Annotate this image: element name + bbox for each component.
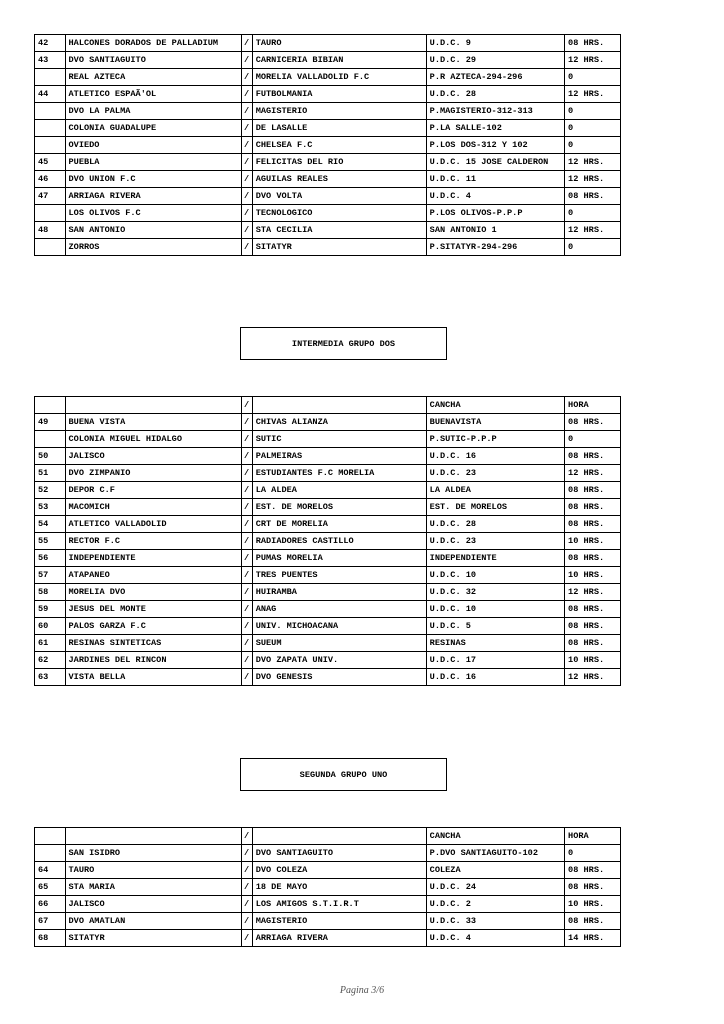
away-team-cell: SITATYR: [252, 239, 426, 256]
table-row: [35, 448, 621, 465]
time-cell: 08 HRS.: [565, 601, 621, 618]
match-number-cell: 62: [35, 652, 66, 669]
time-cell: 0: [565, 431, 621, 448]
match-number-cell: 66: [35, 896, 66, 913]
match-number-cell: 58: [35, 584, 66, 601]
home-team-cell: BUENA VISTA: [65, 414, 241, 431]
away-team-cell: HUIRAMBA: [252, 584, 426, 601]
separator-cell: /: [241, 205, 252, 222]
table-row: [35, 930, 621, 947]
time-cell: 0: [565, 845, 621, 862]
table-row: [35, 431, 621, 448]
time-cell: 08 HRS.: [565, 499, 621, 516]
table-body: [35, 35, 621, 256]
time-cell: 0: [565, 120, 621, 137]
home-team-cell: JARDINES DEL RINCON: [65, 652, 241, 669]
away-team-cell: SUTIC: [252, 431, 426, 448]
match-number-cell: 59: [35, 601, 66, 618]
table-row: [35, 567, 621, 584]
away-team-cell: ANAG: [252, 601, 426, 618]
match-number-cell: 43: [35, 52, 66, 69]
venue-cell: U.D.C. 9: [426, 35, 564, 52]
home-team-cell: ATAPANEO: [65, 567, 241, 584]
venue-cell: EST. DE MORELOS: [426, 499, 564, 516]
away-team-cell: DVO COLEZA: [252, 862, 426, 879]
venue-cell: U.D.C. 15 JOSE CALDERON: [426, 154, 564, 171]
away-team-cell: EST. DE MORELOS: [252, 499, 426, 516]
time-cell: 08 HRS.: [565, 516, 621, 533]
header-home-team-cell: [65, 397, 241, 414]
separator-cell: /: [241, 86, 252, 103]
table-row: [35, 465, 621, 482]
time-cell: 08 HRS.: [565, 550, 621, 567]
separator-cell: /: [241, 550, 252, 567]
separator-cell: /: [241, 862, 252, 879]
header-home-team-cell: [65, 828, 241, 845]
table-row: [35, 499, 621, 516]
match-number-cell: 67: [35, 913, 66, 930]
separator-cell: /: [241, 499, 252, 516]
time-cell: 12 HRS.: [565, 222, 621, 239]
table-row: [35, 120, 621, 137]
match-number-cell: 65: [35, 879, 66, 896]
away-team-cell: RADIADORES CASTILLO: [252, 533, 426, 550]
home-team-cell: STA MARIA: [65, 879, 241, 896]
separator-cell: /: [241, 431, 252, 448]
table-row: [35, 205, 621, 222]
header-match-number-cell: [35, 828, 66, 845]
separator-cell: /: [241, 103, 252, 120]
match-number-cell: 52: [35, 482, 66, 499]
venue-cell: U.D.C. 33: [426, 913, 564, 930]
venue-cell: U.D.C. 23: [426, 465, 564, 482]
venue-cell: U.D.C. 32: [426, 584, 564, 601]
table-row: [35, 154, 621, 171]
separator-cell: /: [241, 879, 252, 896]
away-team-cell: MAGISTERIO: [252, 103, 426, 120]
separator-cell: /: [241, 618, 252, 635]
venue-cell: P.LA SALLE-102: [426, 120, 564, 137]
table-row: [35, 171, 621, 188]
separator-cell: /: [241, 930, 252, 947]
home-team-cell: MACOMICH: [65, 499, 241, 516]
separator-cell: /: [241, 845, 252, 862]
table-row: [35, 913, 621, 930]
home-team-cell: JALISCO: [65, 448, 241, 465]
home-team-cell: HALCONES DORADOS DE PALLADIUM: [65, 35, 241, 52]
away-team-cell: LA ALDEA: [252, 482, 426, 499]
away-team-cell: CHELSEA F.C: [252, 137, 426, 154]
schedule-table-1: [34, 34, 621, 256]
home-team-cell: ARRIAGA RIVERA: [65, 188, 241, 205]
home-team-cell: DVO UNION F.C: [65, 171, 241, 188]
header-venue-cell: CANCHA: [426, 828, 564, 845]
table-row: [35, 222, 621, 239]
schedule-table-2: [34, 396, 621, 686]
home-team-cell: DVO ZIMPANIO: [65, 465, 241, 482]
table-row: [35, 618, 621, 635]
away-team-cell: STA CECILIA: [252, 222, 426, 239]
venue-cell: U.D.C. 5: [426, 618, 564, 635]
venue-cell: LA ALDEA: [426, 482, 564, 499]
time-cell: 08 HRS.: [565, 618, 621, 635]
venue-cell: U.D.C. 23: [426, 533, 564, 550]
away-team-cell: CHIVAS ALIANZA: [252, 414, 426, 431]
venue-cell: RESINAS: [426, 635, 564, 652]
home-team-cell: INDEPENDIENTE: [65, 550, 241, 567]
time-cell: 12 HRS.: [565, 86, 621, 103]
away-team-cell: PUMAS MORELIA: [252, 550, 426, 567]
table-row: [35, 652, 621, 669]
header-venue-cell: CANCHA: [426, 397, 564, 414]
venue-cell: P.MAGISTERIO-312-313: [426, 103, 564, 120]
table-row: [35, 52, 621, 69]
home-team-cell: SITATYR: [65, 930, 241, 947]
venue-cell: U.D.C. 24: [426, 879, 564, 896]
away-team-cell: ARRIAGA RIVERA: [252, 930, 426, 947]
away-team-cell: MAGISTERIO: [252, 913, 426, 930]
table-row: [35, 239, 621, 256]
away-team-cell: DVO SANTIAGUITO: [252, 845, 426, 862]
time-cell: 12 HRS.: [565, 584, 621, 601]
time-cell: 0: [565, 205, 621, 222]
separator-cell: /: [241, 239, 252, 256]
table-row: [35, 69, 621, 86]
home-team-cell: VISTA BELLA: [65, 669, 241, 686]
home-team-cell: LOS OLIVOS F.C: [65, 205, 241, 222]
group-title-segunda: SEGUNDA GRUPO UNO: [240, 758, 447, 791]
venue-cell: U.D.C. 17: [426, 652, 564, 669]
away-team-cell: CARNICERIA BIBIAN: [252, 52, 426, 69]
away-team-cell: LOS AMIGOS S.T.I.R.T: [252, 896, 426, 913]
match-number-cell: 54: [35, 516, 66, 533]
match-number-cell: 45: [35, 154, 66, 171]
venue-cell: P.LOS OLIVOS-P.P.P: [426, 205, 564, 222]
match-number-cell: 53: [35, 499, 66, 516]
page-number: Pagina 3/6: [339, 985, 385, 996]
home-team-cell: SAN ANTONIO: [65, 222, 241, 239]
separator-cell: /: [241, 154, 252, 171]
time-cell: 08 HRS.: [565, 188, 621, 205]
time-cell: 14 HRS.: [565, 930, 621, 947]
time-cell: 10 HRS.: [565, 533, 621, 550]
time-cell: 08 HRS.: [565, 414, 621, 431]
home-team-cell: DVO AMATLAN: [65, 913, 241, 930]
separator-cell: /: [241, 669, 252, 686]
away-team-cell: 18 DE MAYO: [252, 879, 426, 896]
home-team-cell: DEPOR C.F: [65, 482, 241, 499]
match-number-cell: [35, 431, 66, 448]
away-team-cell: MORELIA VALLADOLID F.C: [252, 69, 426, 86]
separator-cell: /: [241, 584, 252, 601]
table-row: [35, 482, 621, 499]
separator-cell: /: [241, 635, 252, 652]
away-team-cell: TRES PUENTES: [252, 567, 426, 584]
table-row: [35, 35, 621, 52]
separator-cell: /: [241, 222, 252, 239]
away-team-cell: CRT DE MORELIA: [252, 516, 426, 533]
match-number-cell: 56: [35, 550, 66, 567]
table-row: [35, 601, 621, 618]
home-team-cell: PUEBLA: [65, 154, 241, 171]
time-cell: 12 HRS.: [565, 171, 621, 188]
table-row: [35, 879, 621, 896]
time-cell: 08 HRS.: [565, 913, 621, 930]
table-row: [35, 862, 621, 879]
away-team-cell: DE LASALLE: [252, 120, 426, 137]
home-team-cell: TAURO: [65, 862, 241, 879]
table-row: [35, 414, 621, 431]
header-row: [35, 397, 621, 414]
home-team-cell: RECTOR F.C: [65, 533, 241, 550]
table-body: [35, 397, 621, 686]
separator-cell: /: [241, 35, 252, 52]
separator-cell: /: [241, 69, 252, 86]
time-cell: 10 HRS.: [565, 652, 621, 669]
home-team-cell: RESINAS SINTETICAS: [65, 635, 241, 652]
home-team-cell: ATLETICO VALLADOLID: [65, 516, 241, 533]
venue-cell: U.D.C. 28: [426, 86, 564, 103]
time-cell: 08 HRS.: [565, 879, 621, 896]
separator-cell: /: [241, 913, 252, 930]
separator-cell: /: [241, 448, 252, 465]
home-team-cell: DVO SANTIAGUITO: [65, 52, 241, 69]
header-time-cell: HORA: [565, 397, 621, 414]
venue-cell: P.R AZTECA-294-296: [426, 69, 564, 86]
time-cell: 08 HRS.: [565, 448, 621, 465]
time-cell: 08 HRS.: [565, 635, 621, 652]
away-team-cell: TAURO: [252, 35, 426, 52]
match-number-cell: 50: [35, 448, 66, 465]
venue-cell: U.D.C. 2: [426, 896, 564, 913]
table-body: [35, 828, 621, 947]
away-team-cell: DVO VOLTA: [252, 188, 426, 205]
time-cell: 12 HRS.: [565, 465, 621, 482]
venue-cell: U.D.C. 16: [426, 669, 564, 686]
away-team-cell: FELICITAS DEL RIO: [252, 154, 426, 171]
time-cell: 10 HRS.: [565, 896, 621, 913]
separator-cell: /: [241, 120, 252, 137]
venue-cell: SAN ANTONIO 1: [426, 222, 564, 239]
table-row: [35, 845, 621, 862]
home-team-cell: COLONIA MIGUEL HIDALGO: [65, 431, 241, 448]
table-row: [35, 669, 621, 686]
home-team-cell: REAL AZTECA: [65, 69, 241, 86]
table-row: [35, 188, 621, 205]
venue-cell: U.D.C. 29: [426, 52, 564, 69]
away-team-cell: AGUILAS REALES: [252, 171, 426, 188]
home-team-cell: ZORROS: [65, 239, 241, 256]
header-row: [35, 828, 621, 845]
away-team-cell: UNIV. MICHOACANA: [252, 618, 426, 635]
separator-cell: /: [241, 516, 252, 533]
match-number-cell: [35, 120, 66, 137]
schedule-table-3: [34, 827, 621, 947]
venue-cell: P.SITATYR-294-296: [426, 239, 564, 256]
venue-cell: U.D.C. 16: [426, 448, 564, 465]
separator-cell: /: [241, 601, 252, 618]
header-separator-cell: /: [241, 828, 252, 845]
separator-cell: /: [241, 896, 252, 913]
away-team-cell: DVO ZAPATA UNIV.: [252, 652, 426, 669]
venue-cell: P.LOS DOS-312 Y 102: [426, 137, 564, 154]
header-time-cell: HORA: [565, 828, 621, 845]
header-away-team-cell: [252, 397, 426, 414]
time-cell: 12 HRS.: [565, 52, 621, 69]
separator-cell: /: [241, 52, 252, 69]
table-row: [35, 86, 621, 103]
match-number-cell: 44: [35, 86, 66, 103]
venue-cell: P.DVO SANTIAGUITO-102: [426, 845, 564, 862]
venue-cell: U.D.C. 10: [426, 567, 564, 584]
time-cell: 0: [565, 103, 621, 120]
separator-cell: /: [241, 137, 252, 154]
home-team-cell: PALOS GARZA F.C: [65, 618, 241, 635]
header-separator-cell: /: [241, 397, 252, 414]
away-team-cell: ESTUDIANTES F.C MORELIA: [252, 465, 426, 482]
match-number-cell: 63: [35, 669, 66, 686]
time-cell: 10 HRS.: [565, 567, 621, 584]
separator-cell: /: [241, 465, 252, 482]
home-team-cell: OVIEDO: [65, 137, 241, 154]
venue-cell: U.D.C. 4: [426, 930, 564, 947]
away-team-cell: PALMEIRAS: [252, 448, 426, 465]
venue-cell: U.D.C. 28: [426, 516, 564, 533]
venue-cell: BUENAVISTA: [426, 414, 564, 431]
home-team-cell: SAN ISIDRO: [65, 845, 241, 862]
time-cell: 0: [565, 69, 621, 86]
match-number-cell: 57: [35, 567, 66, 584]
table-row: [35, 103, 621, 120]
match-number-cell: [35, 103, 66, 120]
venue-cell: U.D.C. 4: [426, 188, 564, 205]
match-number-cell: [35, 239, 66, 256]
away-team-cell: SUEUM: [252, 635, 426, 652]
separator-cell: /: [241, 567, 252, 584]
match-number-cell: 47: [35, 188, 66, 205]
separator-cell: /: [241, 652, 252, 669]
away-team-cell: FUTBOLMANIA: [252, 86, 426, 103]
venue-cell: INDEPENDIENTE: [426, 550, 564, 567]
time-cell: 08 HRS.: [565, 862, 621, 879]
time-cell: 12 HRS.: [565, 154, 621, 171]
match-number-cell: 48: [35, 222, 66, 239]
time-cell: 0: [565, 239, 621, 256]
match-number-cell: 61: [35, 635, 66, 652]
separator-cell: /: [241, 414, 252, 431]
home-team-cell: COLONIA GUADALUPE: [65, 120, 241, 137]
match-number-cell: 51: [35, 465, 66, 482]
home-team-cell: DVO LA PALMA: [65, 103, 241, 120]
table-row: [35, 516, 621, 533]
time-cell: 08 HRS.: [565, 35, 621, 52]
home-team-cell: MORELIA DVO: [65, 584, 241, 601]
table-row: [35, 533, 621, 550]
match-number-cell: 64: [35, 862, 66, 879]
venue-cell: U.D.C. 11: [426, 171, 564, 188]
table-row: [35, 137, 621, 154]
match-number-cell: 42: [35, 35, 66, 52]
venue-cell: P.SUTIC-P.P.P: [426, 431, 564, 448]
home-team-cell: JESUS DEL MONTE: [65, 601, 241, 618]
match-number-cell: [35, 69, 66, 86]
header-match-number-cell: [35, 397, 66, 414]
table-row: [35, 584, 621, 601]
time-cell: 0: [565, 137, 621, 154]
table-row: [35, 896, 621, 913]
match-number-cell: 55: [35, 533, 66, 550]
away-team-cell: TECNOLOGICO: [252, 205, 426, 222]
group-title-intermedia: INTERMEDIA GRUPO DOS: [240, 327, 447, 360]
match-number-cell: 46: [35, 171, 66, 188]
venue-cell: U.D.C. 10: [426, 601, 564, 618]
header-away-team-cell: [252, 828, 426, 845]
away-team-cell: DVO GENESIS: [252, 669, 426, 686]
time-cell: 08 HRS.: [565, 482, 621, 499]
venue-cell: COLEZA: [426, 862, 564, 879]
match-number-cell: 68: [35, 930, 66, 947]
separator-cell: /: [241, 171, 252, 188]
home-team-cell: ATLETICO ESPAÃ'OL: [65, 86, 241, 103]
match-number-cell: 60: [35, 618, 66, 635]
table-row: [35, 550, 621, 567]
separator-cell: /: [241, 188, 252, 205]
match-number-cell: 49: [35, 414, 66, 431]
separator-cell: /: [241, 482, 252, 499]
table-row: [35, 635, 621, 652]
match-number-cell: [35, 137, 66, 154]
time-cell: 12 HRS.: [565, 669, 621, 686]
match-number-cell: [35, 845, 66, 862]
home-team-cell: JALISCO: [65, 896, 241, 913]
match-number-cell: [35, 205, 66, 222]
separator-cell: /: [241, 533, 252, 550]
